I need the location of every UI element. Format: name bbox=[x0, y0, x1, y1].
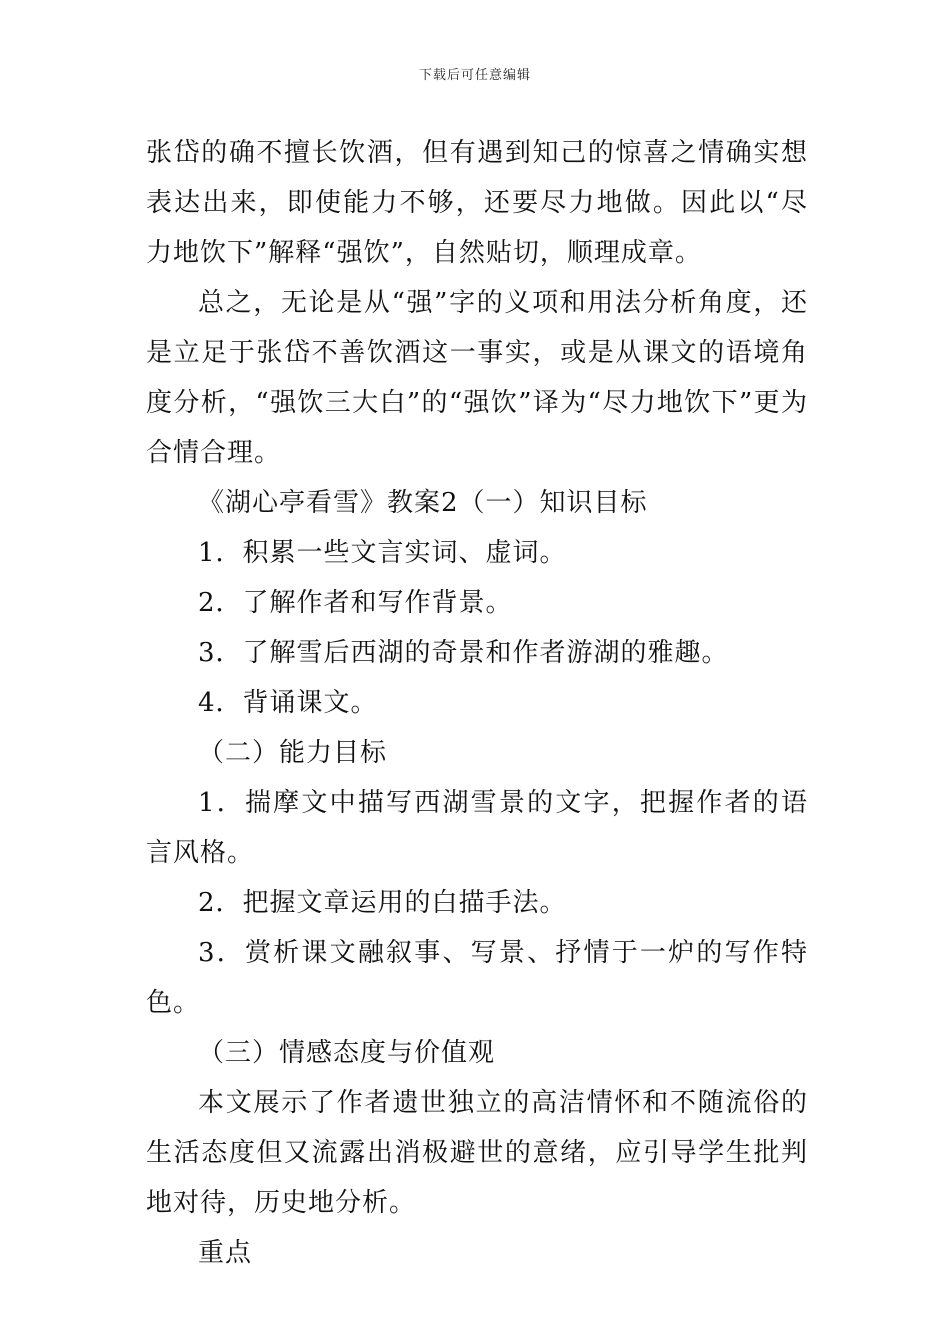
paragraph-conclusion: 总之，无论是从“强”字的义项和用法分析角度，还是立足于张岱不善饮酒这一事实，或是从课文的语境角度分析，“强饮三大白”的“强饮”译为“尽力地饮下”更为合情合理。 bbox=[146, 288, 808, 468]
ability-goal-item: 3．赏析课文融叙事、写景、抒情于一炉的写作特色。 bbox=[146, 938, 808, 1018]
page-header-note: 下载后可任意编辑 bbox=[418, 68, 531, 83]
knowledge-goal-item: 1．积累一些文言实词、虚词。 bbox=[198, 538, 567, 568]
ability-goal-heading: （二）能力目标 bbox=[198, 738, 388, 768]
key-points-heading: 重点 bbox=[198, 1238, 253, 1268]
ability-goal-item: 1．揣摩文中描写西湖雪景的文字，把握作者的语言风格。 bbox=[146, 788, 808, 868]
knowledge-goal-item: 3．了解雪后西湖的奇景和作者游湖的雅趣。 bbox=[198, 638, 729, 668]
document-body bbox=[146, 128, 808, 1278]
ability-goal-item: 2．把握文章运用的白描手法。 bbox=[198, 888, 567, 918]
knowledge-goal-item: 4．背诵课文。 bbox=[198, 688, 378, 718]
knowledge-goal-item: 2．了解作者和写作背景。 bbox=[198, 588, 513, 618]
paragraph-continuation: 张岱的确不擅长饮酒，但有遇到知己的惊喜之情确实想表达出来，即使能力不够，还要尽力地做。因此以“尽力地饮下”解释“强饮”，自然贴切，顺理成章。 bbox=[146, 138, 808, 268]
values-goal-heading: （三）情感态度与价值观 bbox=[198, 1038, 496, 1068]
values-goal-paragraph: 本文展示了作者遗世独立的高洁情怀和不随流俗的生活态度但又流露出消极避世的意绪，应引导学生批判地对待，历史地分析。 bbox=[146, 1088, 808, 1218]
lesson-plan-heading: 《湖心亭看雪》教案2（一）知识目标 bbox=[198, 488, 648, 518]
